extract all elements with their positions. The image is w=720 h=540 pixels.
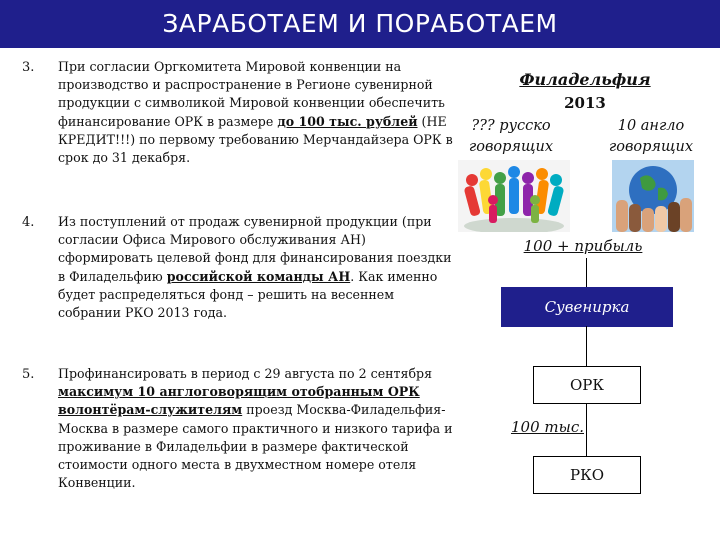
item-text: При согласии Оргкомитета Мировой конвенции на производство и распространение в Регионе сувенирной продукции с символикой Мировой конвенции обеспечить финансирование ОРК в размере [58, 59, 445, 129]
item-highlight: российской команды АН [166, 268, 351, 284]
item-highlight: до 100 тыс. рублей [277, 113, 418, 129]
connector-line [586, 258, 587, 288]
year-label: 2013 [564, 94, 606, 112]
page-title: ЗАРАБОТАЕМ И ПОРАБОТАЕМ [0, 0, 720, 48]
russian-speakers-label-2: говорящих [468, 139, 554, 155]
item-text: Из поступлений от продаж сувенирной продукции (при согласии Офиса Мирового обслуживания АН) сформировать целевой фонд для финансирования поездки в Филадельфию [58, 214, 452, 284]
people-figures-image [458, 160, 570, 232]
rko-box: РКО [533, 456, 641, 494]
english-speakers-label-2: говорящих [608, 139, 694, 155]
list-item [58, 365, 453, 492]
ork-box: ОРК [533, 366, 641, 404]
english-speakers-label: 10 англо [617, 118, 685, 134]
item-number: 3. [22, 60, 35, 75]
list-item [58, 58, 453, 167]
list-item [58, 213, 453, 322]
item-text: (НЕ КРЕДИТ!!!) по первому требованию Мерчандайзера ОРК в срок до 31 декабря. [58, 113, 453, 166]
russian-speakers-label: ??? русско [471, 118, 551, 134]
item-text: Профинансировать в период с 29 августа по 2 сентября [58, 366, 433, 381]
item-number: 4. [22, 215, 35, 230]
souvenir-box: Сувенирка [501, 287, 673, 327]
amount-label: 100 тыс. [510, 418, 584, 436]
profit-label: 100 + прибыль [523, 237, 643, 255]
globe-hands-image [612, 160, 694, 232]
connector-line [586, 326, 587, 366]
item-text: . Как именно будет распределяться фонд – решить на весеннем собрании РКО 2013 года. [58, 268, 438, 321]
city-heading: Филадельфия [519, 70, 651, 89]
item-text: проезд Москва-Филадельфия-Москва в размере самого практичного и низкого тарифа и проживание в Филадельфии в размере фактической стоимости одного места в двухместном номере отеля Конвенции. [58, 402, 453, 491]
item-highlight: максимум 10 англоговорящим отобранным ОРК волонтёрам-служителям [58, 384, 420, 418]
item-number: 5. [22, 367, 35, 382]
